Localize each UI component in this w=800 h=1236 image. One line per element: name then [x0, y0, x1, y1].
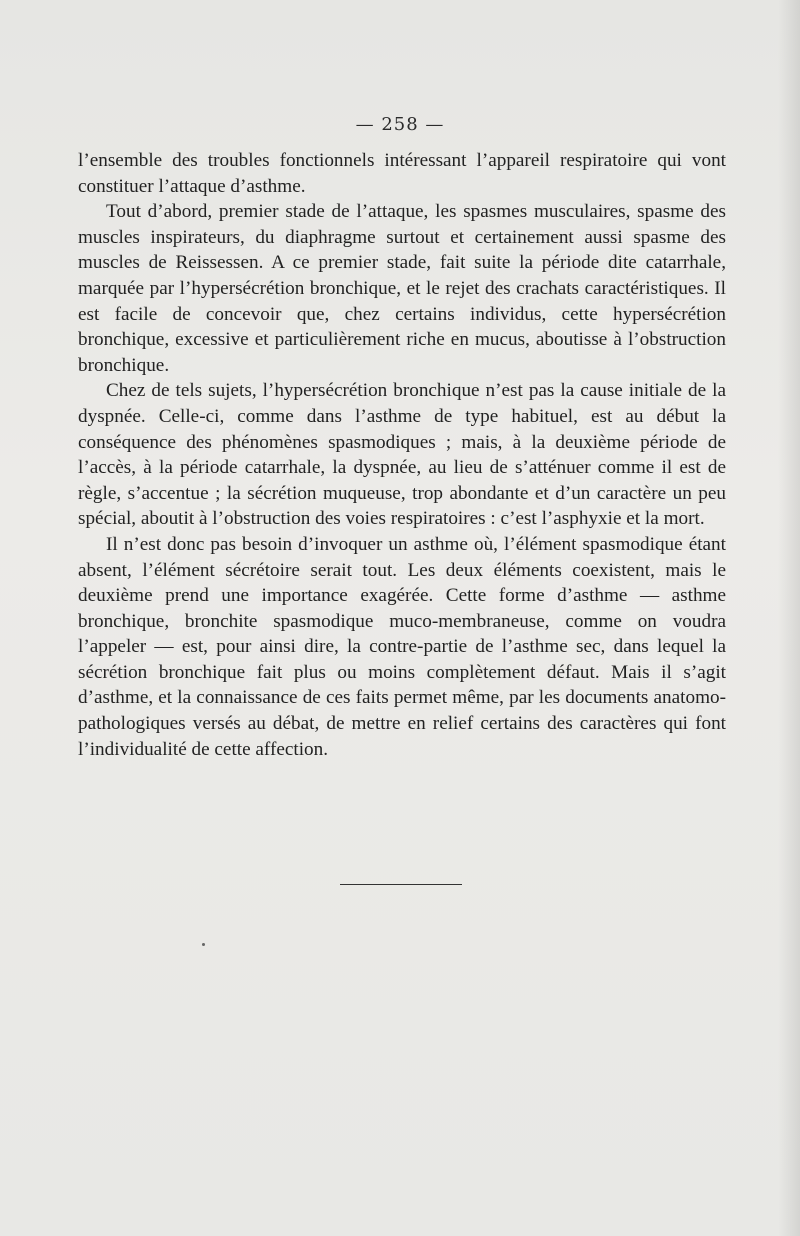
- end-rule-divider: [340, 884, 462, 885]
- paragraph-continuation: l’ensemble des troubles fonctionnels intéressant l’appareil respiratoire qui vont constituer l’attaque d’asthme.: [78, 150, 726, 197]
- paragraph-attack-stages: Tout d’abord, premier stade de l’attaque, les spasmes musculaires, spasme des muscles inspirateurs, du diaphragme surtout et certainement aussi spasme des muscles de Reissessen. A ce premier stade, fait suite la période dite catarrhale, marquée par l’hypersécrétion bronchique, et le rejet des crachats caractéristiques. Il est facile de concevoir que, chez certains individus, cette hypersécrétion bronchique, excessive et particulièrement riche en mucus, aboutisse à l’obstruction bronchique.: [78, 201, 726, 376]
- print-speck: [202, 943, 205, 946]
- paragraph-hypersecretion: Chez de tels sujets, l’hypersécrétion bronchique n’est pas la cause initiale de la dyspnée. Celle-ci, comme dans l’asthme de type habituel, est au début la conséquence des phénomènes spasmodiques ; mais, à la deuxième période de l’accès, à la période catarrhale, la dyspnée, au lieu de s’atténuer comme il est de règle, s’accentue ; la sécrétion muqueuse, trop abondante et d’un caractère un peu spécial, aboutit à l’obstruction des voies respiratoires : c’est l’asphyxie et la mort.: [78, 380, 726, 530]
- page-edge-shadow: [778, 0, 800, 1236]
- paragraph-conclusion: Il n’est donc pas besoin d’invoquer un asthme où, l’élément spasmodique étant absent, l’élément sécrétoire serait tout. Les deux éléments coexistent, mais le deuxième prend une importance exagérée. Cette forme d’asthme — asthme bronchique, bronchite spasmodique muco-membraneuse, comme on voudra l’appeler — est, pour ainsi dire, la contre-partie de l’asthme sec, dans lequel la sécrétion bronchique fait plus ou moins complètement défaut. Mais il s’agit d’asthme, et la connaissance de ces faits permet même, par les documents anatomo-pathologiques versés au débat, de mettre en relief certains des caractères qui font l’individualité de cette affection.: [78, 533, 726, 760]
- body-text: [78, 148, 726, 762]
- page-number: — 258 —: [355, 114, 445, 135]
